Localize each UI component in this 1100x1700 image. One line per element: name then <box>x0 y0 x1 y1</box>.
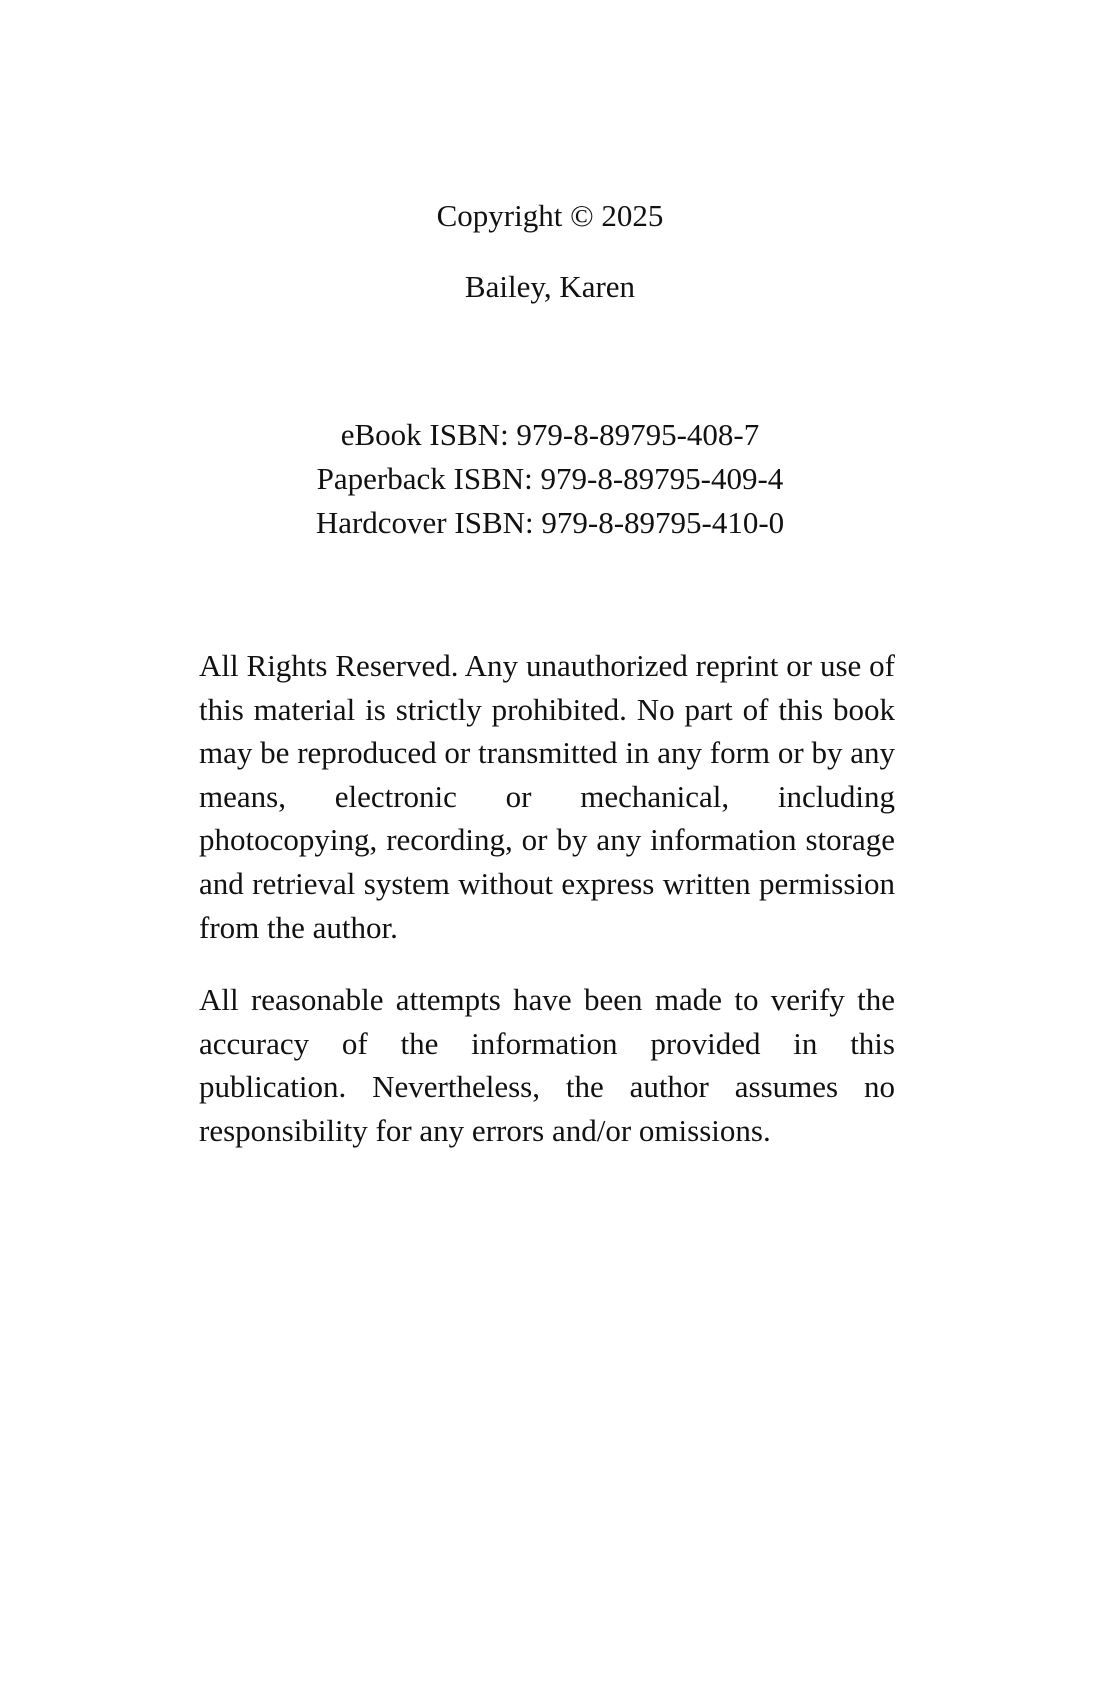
isbn-list <box>0 413 1100 545</box>
disclaimer-paragraph: All reasonable attempts have been made to verify the accuracy of the information provided in this publication. Nevertheless, the author assumes no responsibility for any errors and/or omissions. <box>199 982 895 1148</box>
isbn-paperback: Paperback ISBN: 979-8-89795-409-4 <box>316 461 784 496</box>
copyright-notice: Copyright © 2025 <box>436 198 664 233</box>
rights-reserved-paragraph: All Rights Reserved. Any unauthorized reprint or use of this material is strictly prohibited. No part of this book may be reproduced or transmitted in any form or by any means, electronic or mechanical, including photocopying, recording, or by any information storage and retrieval system without express written permission from the author. <box>199 648 895 945</box>
author-name: Bailey, Karen <box>464 269 636 304</box>
isbn-ebook: eBook ISBN: 979-8-89795-408-7 <box>340 417 760 452</box>
isbn-hardcover: Hardcover ISBN: 979-8-89795-410-0 <box>315 505 785 540</box>
